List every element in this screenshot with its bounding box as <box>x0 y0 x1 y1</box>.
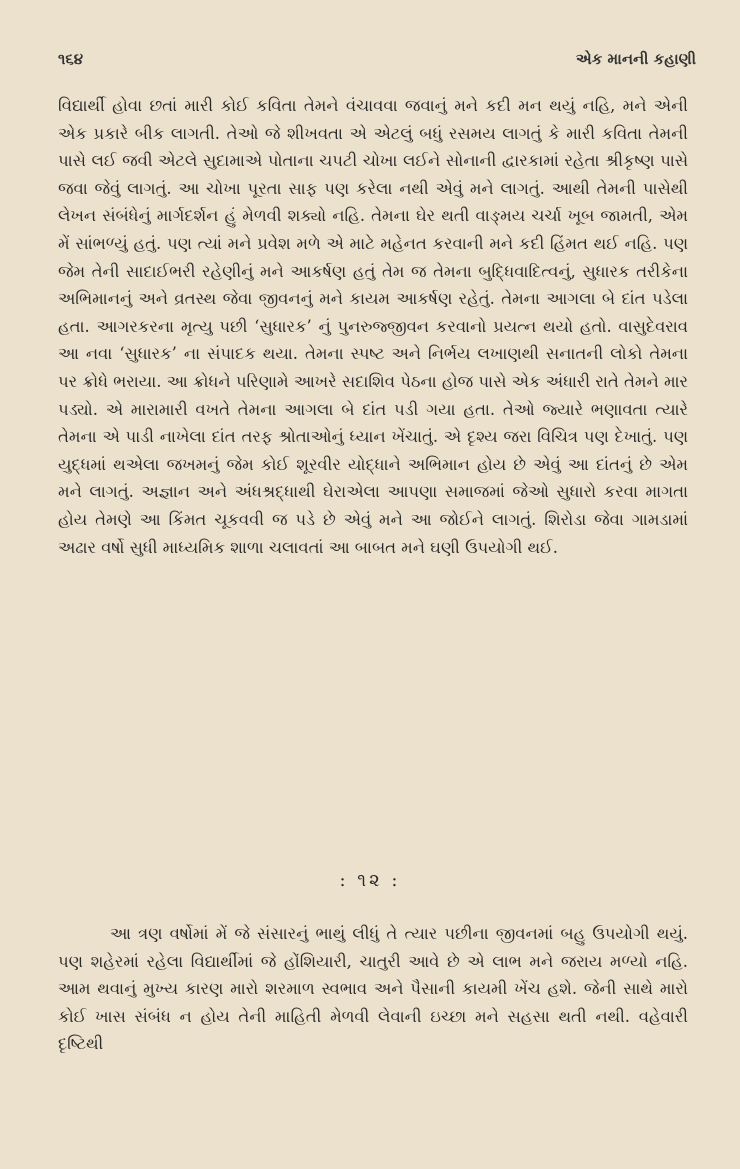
body-paragraph-2: આ ત્રણ વર્ષોમાં મેં જે સંસારનું ભાથું લીધું તે ત્યાર પછીના જીવનમાં બહુ ઉપયોગી થયું. પણ શહેરમાં રહેલા વિદ્યાર્થીમાં જે હોંશિયારી, ચાતુરી આવે છે એ લાભ મને જરાય મળ્યો નહિ. આમ થવાનું મુખ્ય કારણ મારો શરમાળ સ્વભાવ અને પૈસાની કાયમી ખેંચ હશે. જેની સાથે મારો કોઈ ખાસ સંબંધ ન હોય તેની માહિતી મેળવી લેવાની ઇચ્છા મને સહસા થતી નથી. વહેવારી દૃષ્ટિથી <box>58 924 688 1054</box>
section-number: : ૧૨ : <box>339 870 401 891</box>
running-title: એક માનની કહાણી <box>575 50 696 68</box>
body-paragraph-1: વિદ્યાર્થી હોવા છતાં મારી કોઈ કવિતા તેમને વંચાવવા જવાનું મને કદી મન થયું નહિ, મને એની એક પ્રકારે બીક લાગતી. તેઓ જે શીખવતા એ એટલું બધું રસમય લાગતું કે મારી કવિતા તેમની પાસે લઈ જવી એટલે સુદામાએ પોતાના ચપટી ચોખા લઈને સોનાની દ્વારકામાં રહેતા શ્રીકૃષ્ણ પાસે જવા જેવું લાગતું. આ ચોખા પૂરતા સાફ પણ કરેલા નથી એવું મને લાગતું. આથી તેમની પાસેથી લેખન સંબંધેનું માર્ગદર્શન હું મેળવી શક્યો નહિ. તેમના ઘેર થતી વાઙ્મય ચર્ચા ખૂબ જામતી, એમ મેં સાંભળ્યું હતું. પણ ત્યાં મને પ્રવેશ મળે એ માટે મહેનત કરવાની મને કદી હિંમત થઈ નહિ. પણ જેમ તેની સાદાઈભરી રહેણીનું મને આકર્ષણ હતું તેમ જ તેમના બુદ્ધિવાદિત્વનું, સુધારક તરીકેના અભિમાનનું અને વ્રતસ્થ જેવા જીવનનું મને કાયમ આકર્ષણ રહેતું. તેમના આગલા બે દાંત પડેલા હતા. આગરકરના મૃત્યુ પછી ‘સુધારક’ નું પુનરુજ્જીવન કરવાનો પ્રયત્ન થયો હતો. વાસુદેવરાવ આ નવા ‘સુધારક’ ના સંપાદક થયા. તેમના સ્પષ્ટ અને નિર્ભય લખાણથી સનાતની લોકો તેમના પર ક્રોધે ભરાયા. આ ક્રોધને પરિણામે આખરે સદાશિવ પેઠના હોજ પાસે એક અંધારી રાતે તેમને માર પડ્યો. એ મારામારી વખતે તેમના આગલા બે દાંત પડી ગયા હતા. તેઓ જ્યારે ભણાવતા ત્યારે તેમના એ પાડી નાખેલા દાંત તરફ શ્રોતાઓનું ધ્યાન ખેંચાતું. એ દૃશ્ય જરા વિચિત્ર પણ દેખાતું. પણ યુદ્ધમાં થએલા જખમનું જેમ કોઈ શૂરવીર યોદ્ધાને અભિમાન હોય છે એવું આ દાંતનું છે એમ મને લાગતું. અજ્ઞાન અને અંધશ્રદ્ધાથી ઘેરાએલા આપણા સમાજમાં જેઓ સુધારો કરવા માગતા હોય તેમણે આ કિંમત ચૂકવવી જ પડે છે એવું મને આ જોઈને લાગતું. શિરોડા જેવા ગામડામાં અઢાર વર્ષો સુધી માધ્યમિક શાળા ચલાવતાં આ બાબત મને ઘણી ઉપયોગી થઈ. <box>58 96 688 557</box>
page-number: ૧૬૪ <box>58 50 84 68</box>
